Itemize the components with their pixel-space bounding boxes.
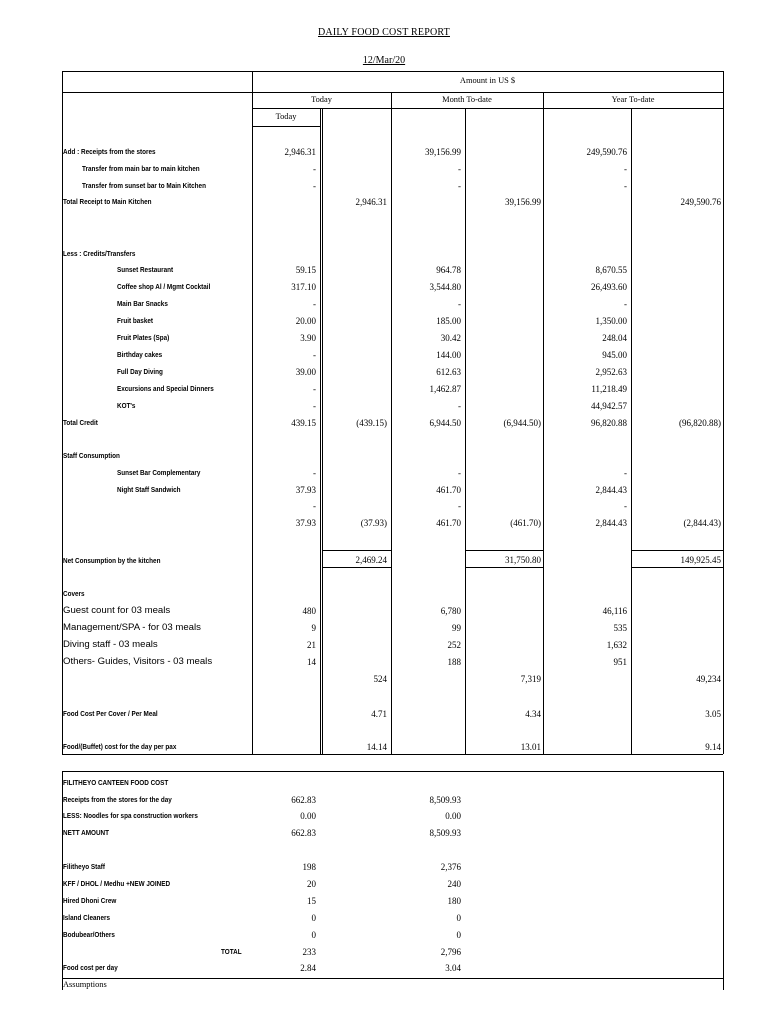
credit-item-label: Birthday cakes bbox=[117, 350, 163, 359]
credit-item-year: 248.04 bbox=[602, 333, 627, 343]
canteen-less-today: 0.00 bbox=[300, 811, 316, 821]
less-credits-label: Less : Credits/Transfers bbox=[63, 249, 136, 258]
canteen-staff-label: Bodubear/Others bbox=[63, 930, 115, 939]
grid-line bbox=[631, 567, 723, 568]
add-receipts-month: 39,156.99 bbox=[425, 147, 461, 157]
credit-item-month: 144.00 bbox=[436, 350, 461, 360]
staff-sum-year-neg: (2,844.43) bbox=[683, 518, 721, 528]
covers-total-year: 49,234 bbox=[696, 674, 721, 684]
canteen-staff-today: 15 bbox=[307, 896, 316, 906]
grid-line bbox=[723, 71, 724, 754]
canteen-staff-month: 0 bbox=[456, 913, 461, 923]
credit-item-today: - bbox=[313, 350, 316, 360]
buffet-cost-year: 9.14 bbox=[705, 742, 721, 752]
report-title: DAILY FOOD COST REPORT bbox=[318, 27, 450, 38]
net-consumption-year: 149,925.45 bbox=[680, 555, 721, 565]
canteen-staff-month: 0 bbox=[456, 930, 461, 940]
net-consumption-today: 2,469.24 bbox=[355, 555, 387, 565]
staff-item-label: Night Staff Sandwich bbox=[117, 485, 181, 494]
cover-item-label: Others- Guides, Visitors - 03 meals bbox=[63, 656, 213, 667]
staff-item-label: Sunset Bar Complementary bbox=[117, 468, 201, 477]
cover-item-year: 1,632 bbox=[606, 640, 627, 650]
sub-today: Today bbox=[275, 112, 297, 121]
staff-item-today: 37.93 bbox=[295, 485, 316, 495]
transfer2-label: Transfer from sunset bar to Main Kitchen bbox=[82, 181, 206, 190]
grid-line bbox=[320, 108, 321, 126]
credit-item-month: 964.78 bbox=[436, 265, 461, 275]
credit-item-label: Full Day Diving bbox=[117, 367, 163, 376]
credit-item-label: Fruit basket bbox=[117, 316, 154, 325]
credit-item-month: 1,462.87 bbox=[429, 384, 461, 394]
cover-item-today: 14 bbox=[307, 657, 316, 667]
grid-line bbox=[723, 771, 724, 990]
per-cover-today: 4.71 bbox=[371, 709, 387, 719]
staff-item-today: - bbox=[313, 501, 316, 511]
buffet-cost-today: 14.14 bbox=[366, 742, 387, 752]
canteen-nett-month: 8,509.93 bbox=[429, 828, 461, 838]
cover-item-today: 480 bbox=[302, 606, 316, 616]
add-receipts-today: 2,946.31 bbox=[284, 147, 316, 157]
staff-item-year: - bbox=[624, 468, 627, 478]
grid-line bbox=[465, 550, 543, 551]
grid-line bbox=[252, 92, 723, 93]
credit-item-label: Coffee shop Al / Mgmt Cocktail bbox=[117, 282, 211, 291]
canteen-cost-today: 2.84 bbox=[300, 963, 316, 973]
credit-item-today: 39.00 bbox=[295, 367, 316, 377]
col-year: Year To-date bbox=[611, 95, 655, 104]
canteen-title: FILITHEYO CANTEEN FOOD COST bbox=[63, 778, 169, 787]
staff-consumption-label: Staff Consumption bbox=[63, 451, 120, 460]
staff-sum-month-neg: (461.70) bbox=[510, 518, 541, 528]
net-consumption-label: Net Consumption by the kitchen bbox=[63, 556, 161, 565]
grid-line bbox=[62, 71, 723, 72]
buffet-cost-label: Food/(Buffet) cost for the day per pax bbox=[63, 742, 177, 751]
total-credit-today: 439.15 bbox=[291, 418, 316, 428]
total-receipt-today: 2,946.31 bbox=[355, 197, 387, 207]
staff-item-today: - bbox=[313, 468, 316, 478]
cover-item-today: 9 bbox=[311, 623, 316, 633]
total-credit-label: Total Credit bbox=[63, 418, 98, 427]
credit-item-month: 185.00 bbox=[436, 316, 461, 326]
grid-line bbox=[62, 771, 723, 772]
net-consumption-month: 31,750.80 bbox=[505, 555, 541, 565]
canteen-cost-label: Food cost per day bbox=[63, 963, 118, 972]
per-cover-label: Food Cost Per Cover / Per Meal bbox=[63, 709, 158, 718]
credit-item-month: 30.42 bbox=[440, 333, 461, 343]
canteen-staff-month: 180 bbox=[447, 896, 461, 906]
total-credit-year: 96,820.88 bbox=[591, 418, 627, 428]
add-receipts-label: Add : Receipts from the stores bbox=[63, 147, 156, 156]
credit-item-year: 1,350.00 bbox=[595, 316, 627, 326]
total-credit-year-neg: (96,820.88) bbox=[679, 418, 721, 428]
buffet-cost-month: 13.01 bbox=[520, 742, 541, 752]
transfer1-month: - bbox=[458, 164, 461, 174]
credit-item-year: - bbox=[624, 299, 627, 309]
staff-item-year: - bbox=[624, 501, 627, 511]
staff-sum-month: 461.70 bbox=[436, 518, 461, 528]
total-credit-today-neg: (439.15) bbox=[356, 418, 387, 428]
assumptions-label: Assumptions bbox=[63, 980, 107, 989]
cover-item-today: 21 bbox=[307, 640, 316, 650]
credit-item-month: 612.63 bbox=[436, 367, 461, 377]
cover-item-month: 188 bbox=[447, 657, 461, 667]
canteen-staff-month: 2,376 bbox=[440, 862, 461, 872]
credit-item-label: Excursions and Special Dinners bbox=[117, 384, 214, 393]
canteen-less-month: 0.00 bbox=[445, 811, 461, 821]
total-receipt-month: 39,156.99 bbox=[505, 197, 541, 207]
transfer2-month: - bbox=[458, 181, 461, 191]
grid-line bbox=[62, 978, 723, 979]
credit-item-today: - bbox=[313, 299, 316, 309]
canteen-staff-label: Filitheyo Staff bbox=[63, 862, 106, 871]
credit-item-month: 3,544.80 bbox=[429, 282, 461, 292]
credit-item-month: - bbox=[458, 299, 461, 309]
canteen-staff-month: 240 bbox=[447, 879, 461, 889]
staff-sum-today: 37.93 bbox=[295, 518, 316, 528]
staff-item-month: - bbox=[458, 501, 461, 511]
grid-line bbox=[62, 754, 723, 755]
canteen-cost-month: 3.04 bbox=[445, 963, 461, 973]
staff-item-year: 2,844.43 bbox=[595, 485, 627, 495]
transfer1-label: Transfer from main bar to main kitchen bbox=[82, 164, 200, 173]
grid-line bbox=[465, 567, 543, 568]
total-credit-month-neg: (6,944.50) bbox=[503, 418, 541, 428]
cover-item-month: 252 bbox=[447, 640, 461, 650]
covers-total-month: 7,319 bbox=[520, 674, 541, 684]
grid-line bbox=[631, 550, 723, 551]
credit-item-year: 8,670.55 bbox=[595, 265, 627, 275]
credit-item-today: 317.10 bbox=[291, 282, 316, 292]
per-cover-year: 3.05 bbox=[705, 709, 721, 719]
credit-item-today: 20.00 bbox=[295, 316, 316, 326]
grid-line bbox=[62, 71, 63, 754]
canteen-nett-label: NETT AMOUNT bbox=[63, 828, 110, 837]
covers-total-today: 524 bbox=[373, 674, 387, 684]
grid-line bbox=[252, 126, 320, 127]
canteen-staff-label: Hired Dhoni Crew bbox=[63, 896, 117, 905]
cover-item-label: Guest count for 03 meals bbox=[63, 605, 171, 616]
canteen-total-month: 2,796 bbox=[440, 947, 461, 957]
cover-item-year: 46,116 bbox=[602, 606, 627, 616]
transfer1-year: - bbox=[624, 164, 627, 174]
per-cover-month: 4.34 bbox=[525, 709, 541, 719]
credit-item-year: 2,952.63 bbox=[595, 367, 627, 377]
credit-item-today: - bbox=[313, 384, 316, 394]
covers-label: Covers bbox=[63, 589, 85, 598]
credit-item-year: 26,493.60 bbox=[591, 282, 627, 292]
staff-sum-year: 2,844.43 bbox=[595, 518, 627, 528]
staff-item-month: 461.70 bbox=[436, 485, 461, 495]
cover-item-month: 99 bbox=[452, 623, 461, 633]
add-receipts-year: 249,590.76 bbox=[586, 147, 627, 157]
canteen-receipts-label: Receipts from the stores for the day bbox=[63, 795, 172, 804]
credit-item-today: 3.90 bbox=[300, 333, 316, 343]
transfer2-year: - bbox=[624, 181, 627, 191]
total-receipt-year: 249,590.76 bbox=[680, 197, 721, 207]
credit-item-today: 59.15 bbox=[295, 265, 316, 275]
canteen-total-label: TOTAL bbox=[221, 947, 242, 956]
canteen-receipts-month: 8,509.93 bbox=[429, 795, 461, 805]
canteen-staff-today: 20 bbox=[307, 879, 316, 889]
canteen-nett-today: 662.83 bbox=[291, 828, 316, 838]
report-date: 12/Mar/20 bbox=[362, 55, 406, 66]
credit-item-year: 44,942.57 bbox=[591, 401, 627, 411]
credit-item-label: KOT's bbox=[117, 401, 136, 410]
credit-item-label: Main Bar Snacks bbox=[117, 299, 168, 308]
cover-item-year: 951 bbox=[613, 657, 627, 667]
grid-line bbox=[322, 567, 391, 568]
total-receipt-label: Total Receipt to Main Kitchen bbox=[63, 197, 152, 206]
canteen-total-today: 233 bbox=[302, 947, 316, 957]
credit-item-label: Fruit Plates (Spa) bbox=[117, 333, 170, 342]
credit-item-month: - bbox=[458, 401, 461, 411]
staff-item-month: - bbox=[458, 468, 461, 478]
credit-item-today: - bbox=[313, 401, 316, 411]
staff-sum-today-neg: (37.93) bbox=[360, 518, 387, 528]
credit-item-year: 945.00 bbox=[602, 350, 627, 360]
canteen-staff-today: 198 bbox=[302, 862, 316, 872]
cover-item-label: Management/SPA - for 03 meals bbox=[63, 622, 201, 633]
canteen-staff-label: Island Cleaners bbox=[63, 913, 110, 922]
transfer1-today: - bbox=[313, 164, 316, 174]
credit-item-year: 11,218.49 bbox=[591, 384, 627, 394]
col-today: Today bbox=[311, 95, 332, 104]
canteen-staff-today: 0 bbox=[311, 930, 316, 940]
transfer2-today: - bbox=[313, 181, 316, 191]
cover-item-year: 535 bbox=[613, 623, 627, 633]
canteen-receipts-today: 662.83 bbox=[291, 795, 316, 805]
amount-header: Amount in US $ bbox=[459, 76, 516, 85]
credit-item-label: Sunset Restaurant bbox=[117, 265, 174, 274]
canteen-less-label: LESS: Noodles for spa construction workers bbox=[63, 811, 198, 820]
canteen-staff-today: 0 bbox=[311, 913, 316, 923]
canteen-staff-label: KFF / DHOL / Medhu +NEW JOINED bbox=[63, 879, 171, 888]
col-month: Month To-date bbox=[442, 95, 492, 104]
cover-item-month: 6,780 bbox=[440, 606, 461, 616]
grid-line bbox=[322, 550, 391, 551]
cover-item-label: Diving staff - 03 meals bbox=[63, 639, 158, 650]
total-credit-month: 6,944.50 bbox=[429, 418, 461, 428]
